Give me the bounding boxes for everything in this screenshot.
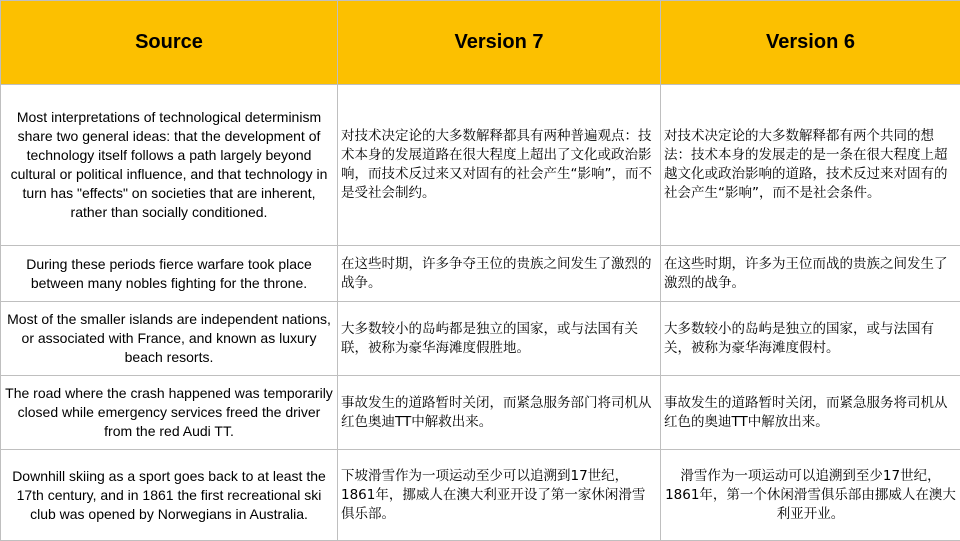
version-6-cell: 事故发生的道路暂时关闭，而紧急服务将司机从红色的奥迪TT中解放出来。 [661, 376, 960, 450]
table-row [1, 376, 960, 450]
source-cell: Most of the smaller islands are independent nations, or associated with France, and known as luxury beach resorts. [1, 302, 338, 376]
version-7-cell: 事故发生的道路暂时关闭，而紧急服务部门将司机从红色奥迪TT中解救出来。 [338, 376, 661, 450]
version-6-cell: 对技术决定论的大多数解释都有两个共同的想法：技术本身的发展走的是一条在很大程度上超越文化或政治影响的道路，技术反过来对固有的社会产生“影响”，而不是社会条件。 [661, 85, 960, 246]
source-cell: Most interpretations of technological determinism share two general ideas: that the development of technology itself follows a path largely beyond cultural or political influence, and that technology in turn has "effects" on societies that are inherent, rather than socially conditioned. [1, 85, 338, 246]
header-version-6: Version 6 [661, 1, 960, 85]
header-row [1, 1, 960, 85]
version-6-cell: 滑雪作为一项运动可以追溯到至少17世纪，1861年，第一个休闲滑雪俱乐部由挪威人在澳大利亚开业。 [661, 450, 960, 541]
header-source: Source [1, 1, 338, 85]
table-row [1, 450, 960, 541]
table-row [1, 246, 960, 302]
table-row [1, 85, 960, 246]
version-7-cell: 大多数较小的岛屿都是独立的国家，或与法国有关联，被称为豪华海滩度假胜地。 [338, 302, 661, 376]
source-cell: The road where the crash happened was temporarily closed while emergency services freed the driver from the red Audi TT. [1, 376, 338, 450]
table-row [1, 302, 960, 376]
version-7-cell: 对技术决定论的大多数解释都具有两种普遍观点：技术本身的发展道路在很大程度上超出了文化或政治影响，而技术反过来又对固有的社会产生“影响”，而不是受社会制约。 [338, 85, 661, 246]
source-cell: During these periods fierce warfare took place between many nobles fighting for the throne. [1, 246, 338, 302]
version-7-cell: 下坡滑雪作为一项运动至少可以追溯到17世纪，1861年，挪威人在澳大利亚开设了第一家休闲滑雪俱乐部。 [338, 450, 661, 541]
version-6-cell: 在这些时期，许多为王位而战的贵族之间发生了激烈的战争。 [661, 246, 960, 302]
header-version-7: Version 7 [338, 1, 661, 85]
version-7-cell: 在这些时期，许多争夺王位的贵族之间发生了激烈的战争。 [338, 246, 661, 302]
version-6-cell: 大多数较小的岛屿是独立的国家，或与法国有关，被称为豪华海滩度假村。 [661, 302, 960, 376]
source-cell: Downhill skiing as a sport goes back to at least the 17th century, and in 1861 the first recreational ski club was opened by Norwegians in Australia. [1, 450, 338, 541]
